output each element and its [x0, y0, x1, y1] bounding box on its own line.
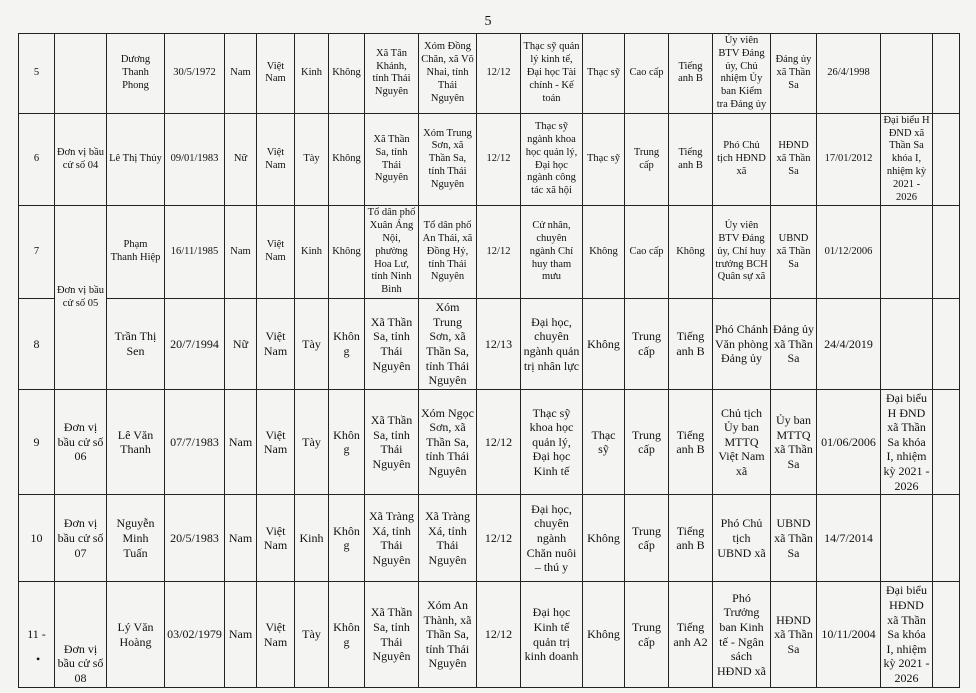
cell-position: Ủy viên BTV Đảng ủy, Chỉ huy trưởng BCH Quân sự xã: [713, 206, 771, 299]
cell-hometown: Xã Thần Sa, tỉnh Thái Nguyên: [365, 113, 419, 206]
cell-gender: Nam: [225, 206, 257, 299]
cell-gender: Nữ: [225, 113, 257, 206]
cell-delegate: [881, 206, 933, 299]
cell-residence: Tổ dân phố An Thái, xã Đồng Hỷ, tỉnh Thái Nguyên: [419, 206, 477, 299]
cell-name: Lê Văn Thanh: [107, 389, 165, 494]
cell-education: 12/12: [477, 206, 521, 299]
cell-ethnicity: Kinh: [295, 206, 329, 299]
cell-party-date: 01/06/2006: [817, 389, 881, 494]
cell-stt: 10: [19, 495, 55, 582]
cell-unit: Đơn vị bầu cử số 04: [55, 113, 107, 206]
cell-ethnicity: Tày: [295, 113, 329, 206]
cell-blank: [933, 495, 960, 582]
cell-politics: Trung cấp: [625, 298, 669, 389]
cell-delegate: [881, 34, 933, 114]
cell-expertise: Đại học, chuyên ngành quản trị nhân lực: [521, 298, 583, 389]
cell-politics: Cao cấp: [625, 34, 669, 114]
cell-position: Phó Trưởng ban Kinh tế - Ngân sách HĐND xã: [713, 582, 771, 687]
cell-ethnicity: Kinh: [295, 495, 329, 582]
cell-unit: Đơn vị bầu cử số 05: [55, 206, 107, 390]
cell-nationality: Việt Nam: [257, 34, 295, 114]
cell-hometown: Xã Thần Sa, tỉnh Thái Nguyên: [365, 582, 419, 687]
cell-stt: 5: [19, 34, 55, 114]
cell-nationality: Việt Nam: [257, 582, 295, 687]
cell-residence: Xóm Ngọc Sơn, xã Thần Sa, tỉnh Thái Nguyên: [419, 389, 477, 494]
cell-stt: 6: [19, 113, 55, 206]
cell-degree: Không: [583, 206, 625, 299]
cell-name: Phạm Thanh Hiệp: [107, 206, 165, 299]
cell-blank: [933, 34, 960, 114]
cell-unit: [55, 34, 107, 114]
cell-degree: Không: [583, 495, 625, 582]
cell-hometown: Xã Thần Sa, tỉnh Thái Nguyên: [365, 389, 419, 494]
cell-position: Phó Chủ tịch UBND xã: [713, 495, 771, 582]
cell-dob: 09/01/1983: [165, 113, 225, 206]
cell-hometown: Xã Thần Sa, tỉnh Thái Nguyên: [365, 298, 419, 389]
cell-education: 12/12: [477, 113, 521, 206]
cell-stt: 7: [19, 206, 55, 299]
cell-gender: Nữ: [225, 298, 257, 389]
cell-language: Tiếng anh B: [669, 34, 713, 114]
cell-education: 12/12: [477, 389, 521, 494]
cell-name: Nguyễn Minh Tuấn: [107, 495, 165, 582]
cell-residence: Xóm Đồng Chăn, xã Võ Nhai, tỉnh Thái Nguyên: [419, 34, 477, 114]
cell-delegate: [881, 298, 933, 389]
cell-delegate: Đại biểu HĐND xã Thần Sa khóa I, nhiệm kỳ 2021 - 2026: [881, 582, 933, 687]
cell-dob: 16/11/1985: [165, 206, 225, 299]
cell-expertise: Đại học Kinh tế quản trị kinh doanh: [521, 582, 583, 687]
table-row: [19, 582, 960, 687]
cell-gender: Nam: [225, 582, 257, 687]
cell-degree: Thạc sỹ: [583, 113, 625, 206]
cell-stt: 9: [19, 389, 55, 494]
cell-blank: [933, 298, 960, 389]
candidate-table: [18, 33, 960, 688]
cell-workplace: HĐND xã Thần Sa: [771, 113, 817, 206]
cell-nationality: Việt Nam: [257, 298, 295, 389]
cell-stt: 8: [19, 298, 55, 389]
cell-degree: Thạc sỹ: [583, 34, 625, 114]
cell-politics: Trung cấp: [625, 113, 669, 206]
cell-unit: Đơn vị bầu cử số 07: [55, 495, 107, 582]
cell-gender: Nam: [225, 34, 257, 114]
cell-expertise: Thạc sỹ quản lý kinh tế, Đại học Tài chính - Kế toán: [521, 34, 583, 114]
cell-nationality: Việt Nam: [257, 113, 295, 206]
cell-name: Lý Văn Hoàng: [107, 582, 165, 687]
cell-language: Tiếng anh B: [669, 495, 713, 582]
cell-party-date: 26/4/1998: [817, 34, 881, 114]
cell-ethnicity: Kinh: [295, 34, 329, 114]
cell-gender: Nam: [225, 389, 257, 494]
cell-language: Tiếng anh A2: [669, 582, 713, 687]
cell-party-date: 10/11/2004: [817, 582, 881, 687]
cell-hometown: Tổ dân phố Xuân Áng Nội, phường Hoa Lư, tỉnh Ninh Bình: [365, 206, 419, 299]
cell-position: Chủ tịch Ủy ban MTTQ Việt Nam xã: [713, 389, 771, 494]
cell-religion: Không: [329, 34, 365, 114]
page-number: 5: [484, 14, 492, 29]
cell-ethnicity: Tày: [295, 582, 329, 687]
cell-religion: Không: [329, 582, 365, 687]
cell-politics: Trung cấp: [625, 389, 669, 494]
cell-expertise: Đại học, chuyên ngành Chăn nuôi – thú y: [521, 495, 583, 582]
cell-dob: 20/5/1983: [165, 495, 225, 582]
cell-degree: Không: [583, 298, 625, 389]
cell-hometown: Xã Tân Khánh, tỉnh Thái Nguyên: [365, 34, 419, 114]
cell-name: Trần Thị Sen: [107, 298, 165, 389]
cell-position: Ủy viên BTV Đảng ủy, Chủ nhiệm Ủy ban Kiểm tra Đảng ủy: [713, 34, 771, 114]
table-row: [19, 389, 960, 494]
cell-dob: 03/02/1979: [165, 582, 225, 687]
cell-gender: Nam: [225, 495, 257, 582]
cell-name: Dương Thanh Phong: [107, 34, 165, 114]
cell-workplace: Ủy ban MTTQ xã Thần Sa: [771, 389, 817, 494]
footer-mark: •: [36, 652, 41, 666]
cell-expertise: Thạc sỹ khoa học quản lý, Đại học Kinh tế: [521, 389, 583, 494]
cell-language: Không: [669, 206, 713, 299]
cell-name: Lê Thị Thủy: [107, 113, 165, 206]
cell-dob: 20/7/1994: [165, 298, 225, 389]
cell-residence: Xóm Trung Sơn, xã Thần Sa, tỉnh Thái Nguyên: [419, 113, 477, 206]
cell-degree: Thạc sỹ: [583, 389, 625, 494]
cell-position: Phó Chủ tịch HĐND xã: [713, 113, 771, 206]
cell-dob: 07/7/1983: [165, 389, 225, 494]
cell-education: 12/13: [477, 298, 521, 389]
cell-workplace: HĐND xã Thần Sa: [771, 582, 817, 687]
cell-workplace: Đảng ủy xã Thần Sa: [771, 298, 817, 389]
table-row: [19, 113, 960, 206]
cell-party-date: 17/01/2012: [817, 113, 881, 206]
cell-religion: Không: [329, 206, 365, 299]
cell-party-date: 24/4/2019: [817, 298, 881, 389]
cell-position: Phó Chánh Văn phòng Đảng ủy: [713, 298, 771, 389]
cell-language: Tiếng anh B: [669, 389, 713, 494]
table-row: [19, 495, 960, 582]
cell-language: Tiếng anh B: [669, 113, 713, 206]
table-row: [19, 298, 960, 389]
cell-blank: [933, 582, 960, 687]
cell-residence: Xóm Trung Sơn, xã Thần Sa, tỉnh Thái Nguyên: [419, 298, 477, 389]
cell-residence: Xóm An Thành, xã Thần Sa, tỉnh Thái Nguyên: [419, 582, 477, 687]
cell-politics: Trung cấp: [625, 582, 669, 687]
cell-residence: Xã Tràng Xá, tỉnh Thái Nguyên: [419, 495, 477, 582]
cell-dob: 30/5/1972: [165, 34, 225, 114]
cell-ethnicity: Tày: [295, 298, 329, 389]
cell-delegate: Đại biểu H ĐND xã Thần Sa khóa I, nhiệm kỳ 2021 - 2026: [881, 389, 933, 494]
cell-education: 12/12: [477, 495, 521, 582]
cell-nationality: Việt Nam: [257, 389, 295, 494]
cell-education: 12/12: [477, 34, 521, 114]
table-row: [19, 34, 960, 114]
cell-religion: Không: [329, 298, 365, 389]
cell-expertise: Thạc sỹ ngành khoa học quản lý, Đại học ngành công tác xã hội: [521, 113, 583, 206]
cell-stt: 11 -: [19, 582, 55, 687]
cell-blank: [933, 389, 960, 494]
cell-ethnicity: Tày: [295, 389, 329, 494]
cell-expertise: Cử nhân, chuyên ngành Chỉ huy tham mưu: [521, 206, 583, 299]
cell-workplace: UBND xã Thần Sa: [771, 495, 817, 582]
cell-workplace: Đảng ủy xã Thần Sa: [771, 34, 817, 114]
cell-politics: Trung cấp: [625, 495, 669, 582]
cell-nationality: Việt Nam: [257, 206, 295, 299]
cell-blank: [933, 206, 960, 299]
cell-workplace: UBND xã Thần Sa: [771, 206, 817, 299]
cell-unit: Đơn vị bầu cử số 08: [55, 582, 107, 687]
cell-unit: Đơn vị bầu cử số 06: [55, 389, 107, 494]
cell-politics: Cao cấp: [625, 206, 669, 299]
cell-degree: Không: [583, 582, 625, 687]
cell-religion: Không: [329, 389, 365, 494]
cell-religion: Không: [329, 113, 365, 206]
cell-education: 12/12: [477, 582, 521, 687]
cell-religion: Không: [329, 495, 365, 582]
cell-nationality: Việt Nam: [257, 495, 295, 582]
cell-delegate: [881, 495, 933, 582]
cell-party-date: 01/12/2006: [817, 206, 881, 299]
cell-delegate: Đại biểu H ĐND xã Thần Sa khóa I, nhiệm kỳ 2021 - 2026: [881, 113, 933, 206]
cell-party-date: 14/7/2014: [817, 495, 881, 582]
table-row: [19, 206, 960, 299]
cell-blank: [933, 113, 960, 206]
cell-language: Tiếng anh B: [669, 298, 713, 389]
cell-hometown: Xã Tràng Xá, tỉnh Thái Nguyên: [365, 495, 419, 582]
